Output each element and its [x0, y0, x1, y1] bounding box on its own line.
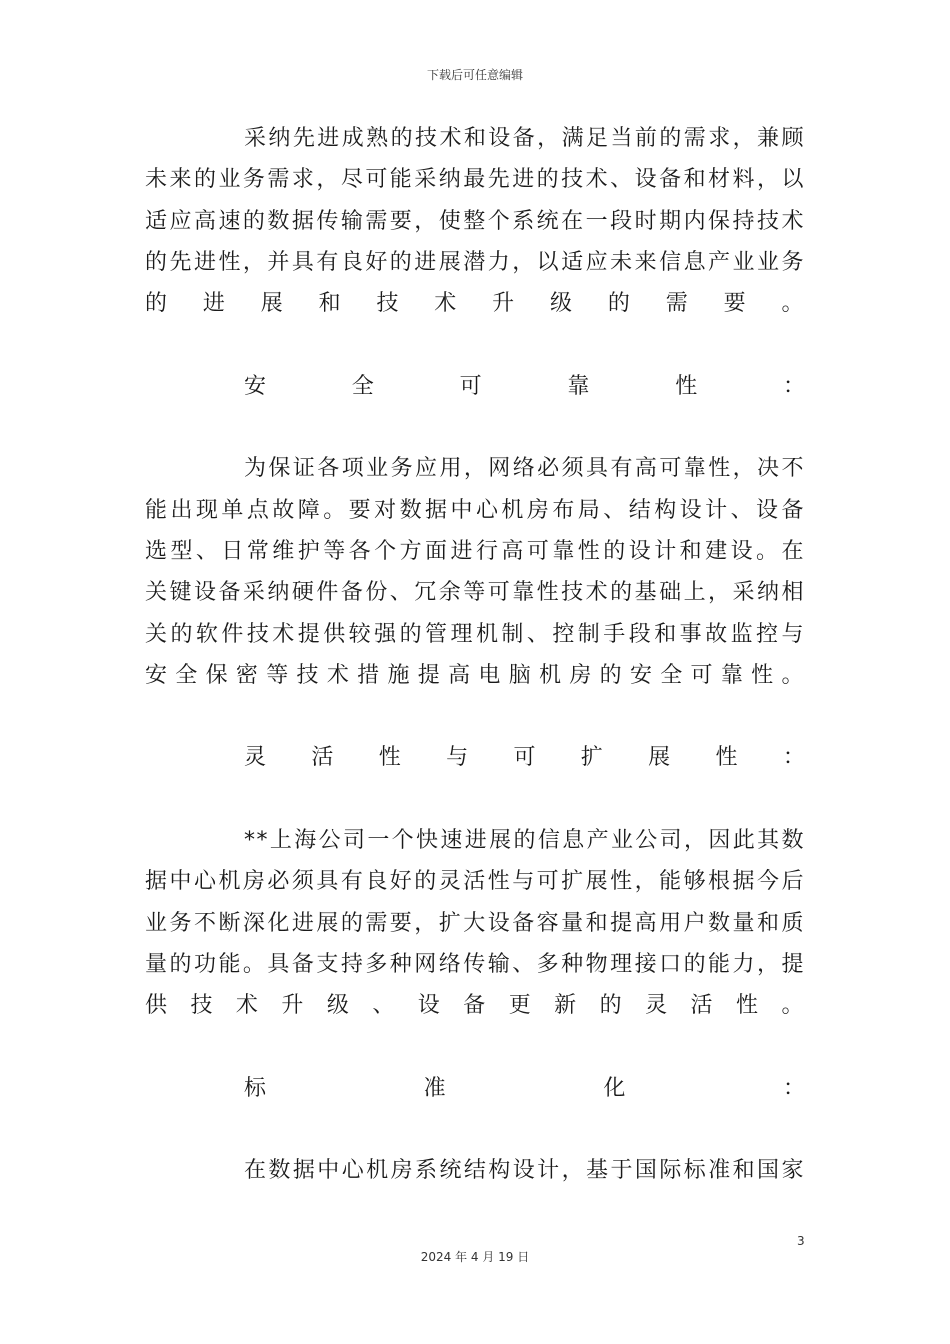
- text-line: 供技术升级、设备更新的灵活性。: [145, 993, 805, 1019]
- heading-char: 可: [459, 373, 482, 399]
- text-line: 据中心机房必须具有良好的灵活性与可扩展性，能够根据今后: [145, 869, 805, 895]
- heading-char: 靠: [567, 373, 590, 399]
- heading-char: 扩: [580, 745, 603, 771]
- paragraph-advanced-technology: [145, 118, 805, 324]
- heading-char: ：: [782, 745, 805, 771]
- text-line: 选型、日常维护等各个方面进行高可靠性的设计和建设。在: [145, 538, 805, 564]
- document-body: [145, 118, 805, 1192]
- heading-char: ：: [782, 373, 805, 399]
- paragraph-scalability: [145, 820, 805, 1026]
- text-line: 业务不断深化进展的需要，扩大设备容量和提高用户数量和质: [145, 910, 805, 936]
- heading-char: 展: [648, 745, 671, 771]
- heading-char: 可: [513, 745, 536, 771]
- heading-char: 标: [244, 1075, 267, 1101]
- text-line: 关的软件技术提供较强的管理机制、控制手段和事故监控与: [145, 621, 805, 647]
- paragraph-standards: [145, 1150, 805, 1191]
- heading-char: 活: [311, 745, 334, 771]
- heading-char: 灵: [244, 745, 267, 771]
- heading-char: 性: [675, 373, 698, 399]
- heading-char: 性: [715, 745, 738, 771]
- text-line: 关键设备采纳硬件备份、冗余等可靠性技术的基础上，采纳相: [145, 580, 805, 606]
- text-line: **上海公司一个快速进展的信息产业公司，因此其数: [244, 828, 805, 854]
- page-footer-date: 2024 年 4 月 19 日: [420, 1250, 530, 1264]
- section-heading-flexibility: [145, 737, 805, 778]
- heading-char: 准: [423, 1075, 446, 1101]
- heading-char: 性: [378, 745, 401, 771]
- text-line: 的先进性，并具有良好的进展潜力，以适应未来信息产业业务: [145, 249, 805, 275]
- heading-char: 化: [603, 1075, 626, 1101]
- text-line: 适应高速的数据传输需要，使整个系统在一段时期内保持技术: [145, 208, 805, 234]
- text-line: 在数据中心机房系统结构设计，基于国际标准和国家: [244, 1158, 805, 1184]
- text-line: 能出现单点故障。要对数据中心机房布局、结构设计、设备: [145, 497, 805, 523]
- text-line: 安全保密等技术措施提高电脑机房的安全可靠性。: [145, 662, 805, 688]
- text-line: 未来的业务需求，尽可能采纳最先进的技术、设备和材料，以: [145, 167, 805, 193]
- section-heading-standardization: [145, 1068, 805, 1109]
- text-line: 为保证各项业务应用，网络必须具有高可靠性，决不: [244, 456, 805, 482]
- paragraph-reliability: [145, 448, 805, 696]
- heading-char: 全: [351, 373, 374, 399]
- page-header: 下载后可任意编辑: [426, 68, 523, 82]
- section-heading-security: [145, 366, 805, 407]
- heading-char: 与: [446, 745, 469, 771]
- heading-char: 安: [244, 373, 267, 399]
- page-number: 3: [797, 1234, 805, 1248]
- text-line: 采纳先进成熟的技术和设备，满足当前的需求，兼顾: [244, 126, 805, 151]
- heading-char: ：: [782, 1075, 805, 1101]
- text-line: 的进展和技术升级的需要。: [145, 291, 805, 317]
- text-line: 量的功能。具备支持多种网络传输、多种物理接口的能力，提: [145, 951, 805, 977]
